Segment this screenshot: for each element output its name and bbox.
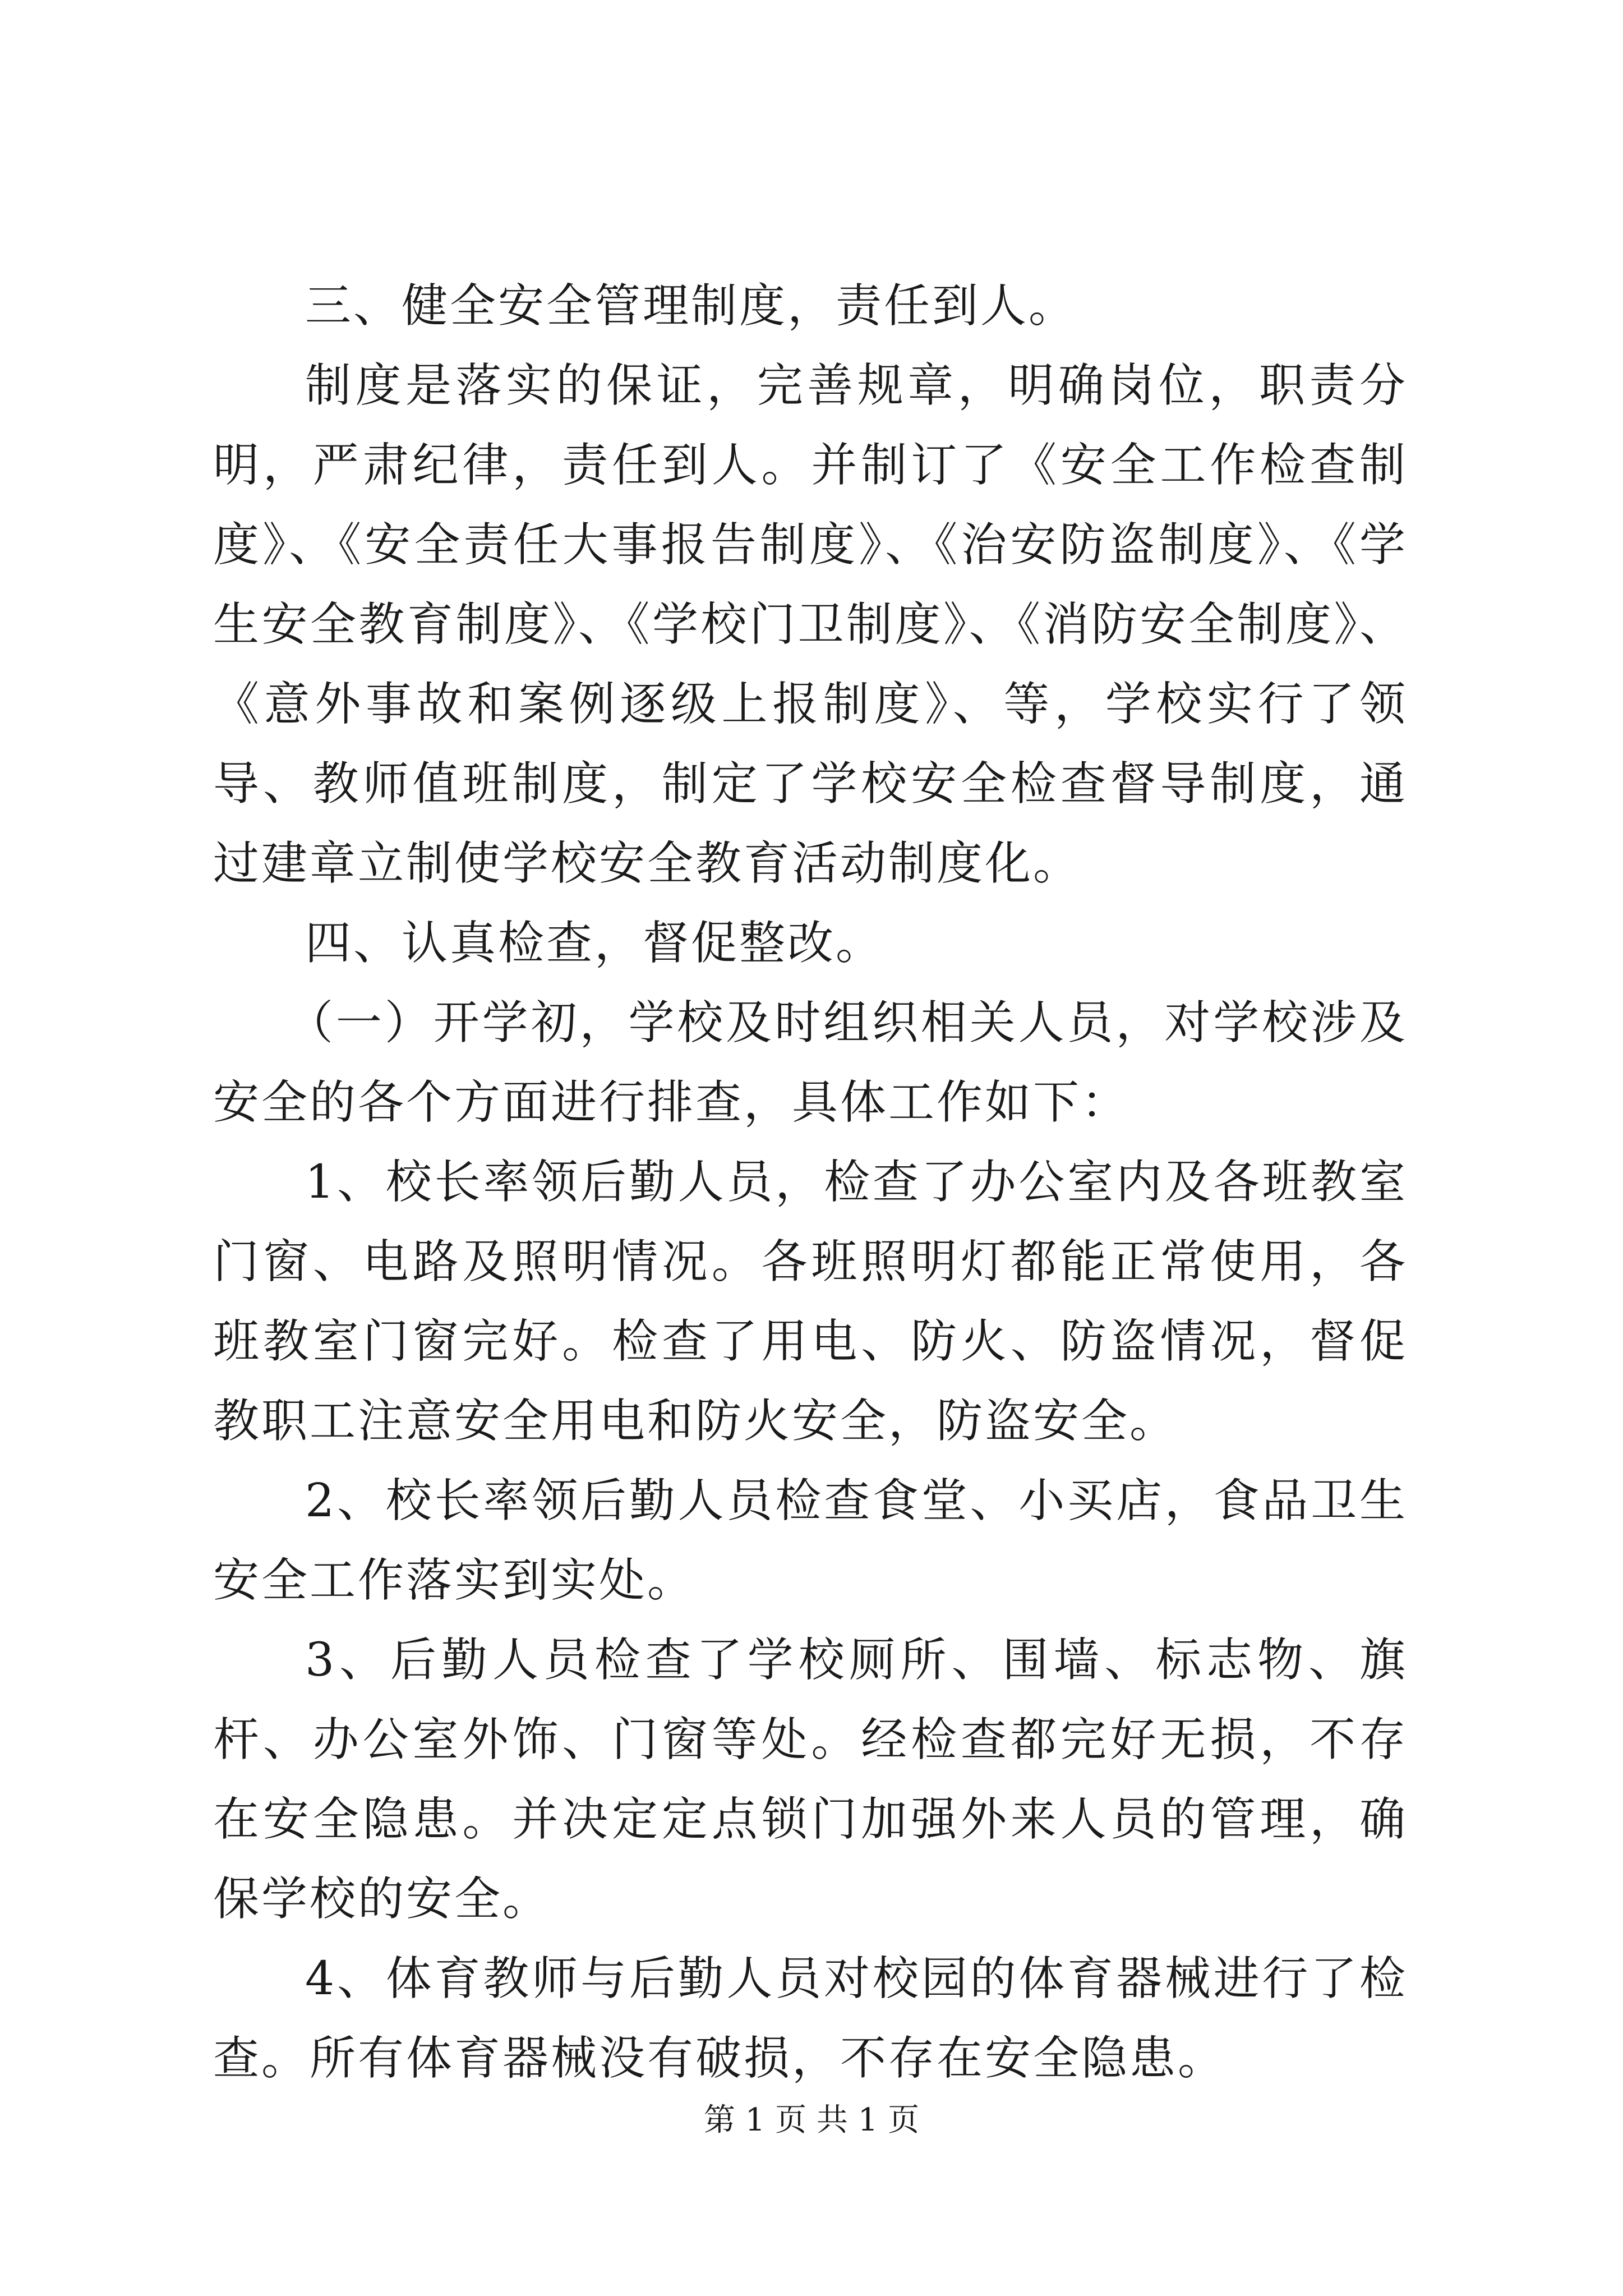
page-footer: 第 1 页 共 1 页 <box>703 2102 920 2138</box>
section-heading-4: 四、认真检查，督促整改。 <box>305 917 884 970</box>
list-item-1: 1、校长率领后勤人员，检查了办公室内及各班教室门窗、电路及照明情况。各班照明灯都能正常使用，各班教室门窗完好。检查了用电、防火、防盗情况，督促教职工注意安全用电和防火安全，防盗安全。 <box>213 1156 1408 1448</box>
list-item-2: 2、校长率领后勤人员检查食堂、小买店，食品卫生安全工作落实到实处。 <box>213 1474 1408 1607</box>
paragraph-rules: 制度是落实的保证，完善规章，明确岗位，职责分明，严肃纪律，责任到人。并制订了《安全工作检查制度》、《安全责任大事报告制度》、《治安防盗制度》、《学生安全教育制度》、《学校门卫制度》、《消防安全制度》、《意外事故和案例逐级上报制度》、等，学校实行了领导、教师值班制度，制定了学校安全检查督导制度，通过建章立制使学校安全教育活动制度化。 <box>213 359 1408 890</box>
list-item-4: 4、体育教师与后勤人员对校园的体育器械进行了检查。所有体育器械没有破损，不存在安全隐患。 <box>213 1952 1408 2085</box>
section-heading-3: 三、健全安全管理制度，责任到人。 <box>305 279 1077 333</box>
subsection-heading-1: （一）开学初，学校及时组织相关人员，对学校涉及安全的各个方面进行排查，具体工作如下： <box>213 996 1408 1129</box>
list-item-3: 3、后勤人员检查了学校厕所、围墙、标志物、旗杆、办公室外饰、门窗等处。经检查都完好无损，不存在安全隐患。并决定定点锁门加强外来人员的管理，确保学校的安全。 <box>213 1634 1408 1926</box>
document-body <box>213 266 1408 2099</box>
